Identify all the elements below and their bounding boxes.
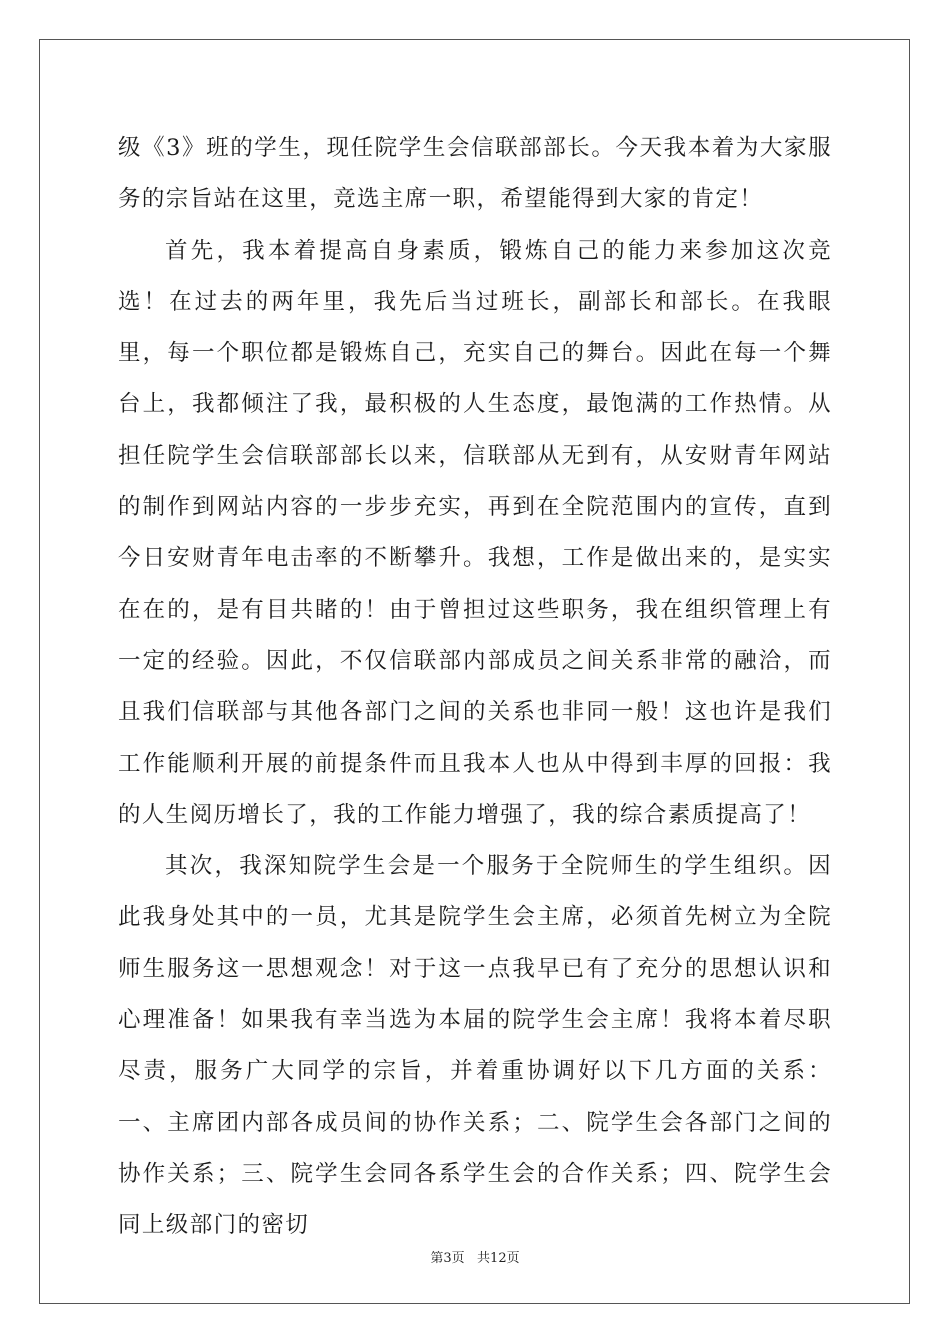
paragraph-2: 首先，我本着提高自身素质，锻炼自己的能力来参加这次竞选！在过去的两年里，我先后当过班长，副部长和部长。在我眼里，每一个职位都是锻炼自己，充实自己的舞台。因此在每一个舞台上，我都倾注了我，最积极的人生态度，最饱满的工作热情。从担任院学生会信联部部长以来，信联部从无到有，从安财青年网站的制作到网站内容的一步步充实，再到在全院范围内的宣传，直到今日安财青年电击率的不断攀升。我想，工作是做出来的，是实实在在的，是有目共睹的！由于曾担过这些职务，我在组织管理上有一定的经验。因此，不仅信联部内部成员之间关系非常的融洽，而且我们信联部与其他各部门之间的关系也非同一般！这也许是我们工作能顺利开展的前提条件而且我本人也从中得到丰厚的回报：我的人生阅历增长了，我的工作能力增强了，我的综合素质提高了！	[118, 237, 832, 828]
page-number-footer: 第3页 共12页	[430, 1251, 520, 1266]
document-body	[118, 123, 832, 1252]
paragraph-1: 级《3》班的学生，现任院学生会信联部部长。今天我本着为大家服务的宗旨站在这里，竞选主席一职，希望能得到大家的肯定！	[118, 135, 832, 213]
paragraph-3: 其次，我深知院学生会是一个服务于全院师生的学生组织。因此我身处其中的一员，尤其是院学生会主席，必须首先树立为全院师生服务这一思想观念！对于这一点我早已有了充分的思想认识和心理准备！如果我有幸当选为本届的院学生会主席！我将本着尽职尽责，服务广大同学的宗旨，并着重协调好以下几方面的关系：一、主席团内部各成员间的协作关系；二、院学生会各部门之间的协作关系；三、院学生会同各系学生会的合作关系；四、院学生会同上级部门的密切	[118, 853, 832, 1239]
